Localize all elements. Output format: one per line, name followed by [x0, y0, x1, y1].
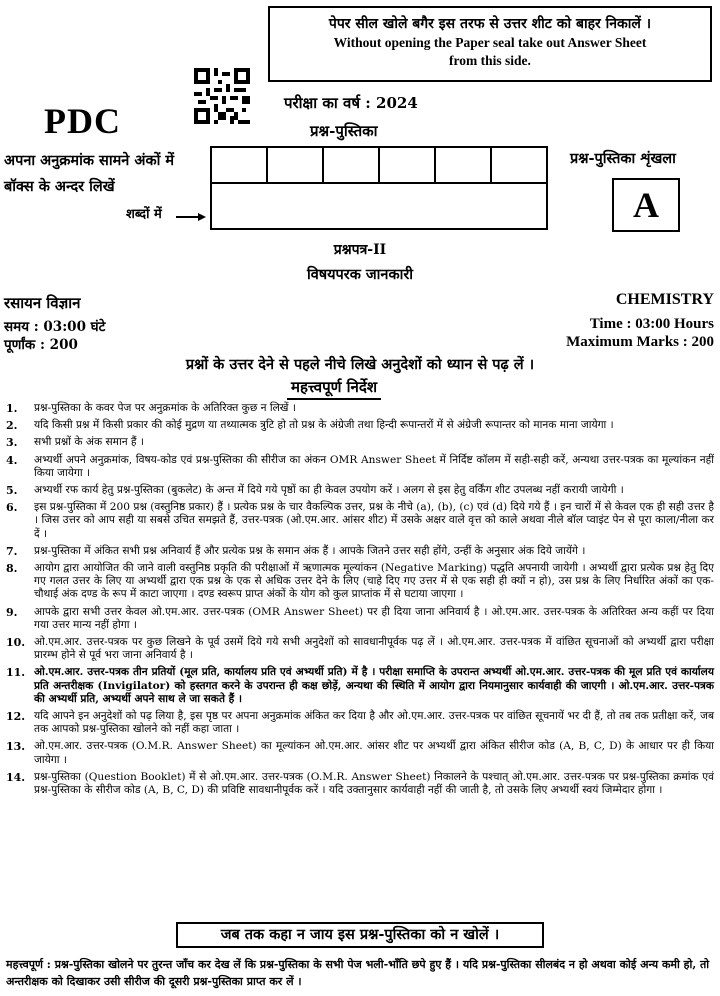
instruction-item: [6, 606, 714, 632]
instruction-number: 10.: [6, 636, 26, 650]
time-hindi: समय : 03:00 घंटे: [4, 319, 106, 335]
instruction-item: [6, 436, 714, 449]
exam-year: परीक्षा का वर्ष : 2024: [284, 94, 418, 112]
instruction-number: 2.: [6, 419, 18, 433]
instructions-heading: महत्त्वपूर्ण निर्देश: [287, 377, 381, 400]
seal-notice-box: [268, 6, 712, 82]
instruction-number: 1.: [6, 402, 18, 415]
instruction-text: इस प्रश्न-पुस्तिका में 200 प्रश्न (वस्तुनिष्ठ प्रकार) हैं । प्रत्येक प्रश्न के चार वैकल्पिक उत्तर, प्रश्न के नीचे (a), (b), (c) एवं (d) दिये गये हैं । इन चारों में से केवल एक ही सही उत्तर है । जिस उत्तर को आप सही या सबसे उचित समझते हैं, उत्तर-पत्रक (ओ.एम.आर. आंसर शीट) में उसके अक्षर वाले वृत्त को काले अथवा नीले बॉल प्वाइंट पेन से पूरा काला/नीला कर दें ।: [34, 501, 714, 540]
instruction-text: ओ.एम.आर. उत्तर-पत्रक पर कुछ लिखने के पूर्व उसमें दिये गये सभी अनुदेशों को सावधानीपूर्वक पढ़ लें । ओ.एम.आर. उत्तर-पत्रक में वांछित सूचनाओं को अभ्यर्थी द्वारा परीक्षा प्रारम्भ होने से पूर्व भरा जाना अनिवार्य है ।: [34, 636, 714, 662]
roll-digit-box[interactable]: [212, 148, 268, 182]
instruction-item: [6, 710, 714, 736]
instruction-text: यदि किसी प्रश्न में किसी प्रकार की कोई मुद्रण या तथ्यात्मक त्रुटि हो तो प्रश्न के अंग्रेजी तथा हिन्दी रूपान्तरों में से अंग्रेजी रूपान्तर को मानक माना जायेगा ।: [34, 419, 614, 432]
qr-code-icon: [194, 68, 250, 124]
instruction-item: [6, 484, 714, 497]
instruction-number: 11.: [6, 666, 26, 680]
seal-notice-hindi: पेपर सील खोले बगैर इस तरफ से उत्तर शीट को बाहर निकालें ।: [328, 16, 652, 32]
do-not-open-warning: जब तक कहा न जाय इस प्रश्न-पुस्तिका को न खोलें ।: [176, 922, 544, 948]
roll-digit-box[interactable]: [380, 148, 436, 182]
roll-label-line-2: बॉक्स के अन्दर लिखें: [4, 178, 115, 195]
instruction-number: 9.: [6, 605, 18, 619]
instruction-item: [6, 402, 714, 415]
instruction-item: [6, 454, 714, 480]
instruction-item: [6, 740, 714, 766]
instruction-number: 6.: [6, 501, 18, 515]
marks-english: Maximum Marks : 200: [566, 334, 714, 350]
instruction-text: आपके द्वारा सभी उत्तर केवल ओ.एम.आर. उत्तर-पत्रक (OMR Answer Sheet) पर ही दिया जाना अनिवार्य है । ओ.एम.आर. उत्तर-पत्रक के अतिरिक्त अन्य कहीं पर दिया गया उत्तर मान्य नहीं होगा ।: [34, 605, 714, 631]
subject-english: CHEMISTRY: [615, 291, 714, 308]
marks-hindi: पूर्णांक : 200: [4, 337, 78, 353]
paper-subject: विषयपरक जानकारी: [306, 266, 414, 283]
instruction-number: 14.: [6, 770, 26, 784]
roll-digit-box[interactable]: [492, 148, 546, 182]
instruction-text: ओ.एम.आर. उत्तर-पत्रक तीन प्रतियों (मूल प्रति, कार्यालय प्रति एवं अभ्यर्थी प्रति) में है । परीक्षा समाप्ति के उपरान्त अभ्यर्थी ओ.एम.आर. उत्तर-पत्रक की मूल प्रति एवं कार्यालय प्रति अन्तरीक्षक (Invigilator) को हस्तगत करने के उपरान्त ही कक्ष छोड़ें, अन्यथा की स्थिति में आयोग द्वारा नियमानुसार कार्यवाही की जाएगी । ओ.एम.आर. उत्तर-पत्रक की अभ्यर्थी प्रति, अभ्यर्थी अपने साथ ले जा सकते हैं ।: [34, 666, 714, 705]
roll-number-words-box[interactable]: [210, 184, 548, 230]
paper-code: PDC: [44, 101, 121, 141]
instruction-item: [6, 666, 714, 706]
seal-notice-english-1: Without opening the Paper seal take out Answer Sheet: [333, 35, 647, 50]
instruction-number: 5.: [6, 484, 18, 498]
instruction-item: [6, 562, 714, 602]
instructions-list: [6, 402, 714, 801]
arrow-right-icon: [176, 212, 206, 222]
instruction-number: 13.: [6, 740, 26, 754]
instruction-item: [6, 501, 714, 541]
instruction-text: अभ्यर्थी रफ कार्य हेतु प्रश्न-पुस्तिका (बुकलेट) के अन्त में दिये गये पृष्ठों का ही केवल उपयोग करें । अलग से इस हेतु वर्किंग शीट उपलब्ध नहीं करायी जायेगी ।: [34, 484, 624, 497]
words-label: शब्दों में: [126, 207, 162, 222]
instruction-text: सभी प्रश्नों के अंक समान हैं ।: [34, 436, 144, 449]
roll-digit-box[interactable]: [436, 148, 492, 182]
instruction-text: अभ्यर्थी अपने अनुक्रमांक, विषय-कोड एवं प्रश्न-पुस्तिका की सीरीज का अंकन OMR Answer Sheet में निर्दिष्ट कॉलम में सही-सही करें, अन्यथा उत्तर-पत्रक का मूल्यांकन नहीं किया जायेगा ।: [34, 453, 714, 479]
instruction-item: [6, 545, 714, 558]
instruction-text: प्रश्न-पुस्तिका (Question Booklet) में से ओ.एम.आर. उत्तर-पत्रक (O.M.R. Answer Sheet) निकालने के पश्चात् ओ.एम.आर. उत्तर-पत्रक पर प्रश्न-पुस्तिका क्रमांक एवं प्रश्न-पुस्तिका के सीरीज कोड (A, B, C, D) की प्रविष्टि सावधानीपूर्वक करें । यदि उक्तानुसार कार्यवाही नहीं की जाती है, तो उसके लिए अभ्यर्थी स्वयं जिम्मेदार होगा ।: [34, 770, 714, 797]
instruction-text: यदि आपने इन अनुदेशों को पढ़ लिया है, इस पृष्ठ पर अपना अनुक्रमांक अंकित कर दिया है और ओ.एम.आर. उत्तर-पत्रक पर वांछित सूचनायें भर दी हैं, तो तब तक प्रतीक्षा करें, जब तक आपको प्रश्न-पुस्तिका खोलने को नहीं कहा जाता ।: [34, 710, 714, 736]
paper-number: प्रश्नपत्र-II: [333, 242, 387, 258]
instruction-text: प्रश्न-पुस्तिका में अंकित सभी प्रश्न अनिवार्य हैं और प्रत्येक प्रश्न के समान अंक हैं । आपके जितने उत्तर सही होंगे, उन्हीं के अनुसार अंक दिये जायेंगे ।: [34, 544, 586, 557]
instruction-number: 7.: [6, 544, 18, 558]
instruction-number: 12.: [6, 710, 26, 724]
roll-digit-box[interactable]: [324, 148, 380, 182]
time-english: Time : 03:00 Hours: [589, 316, 714, 332]
subject-hindi: रसायन विज्ञान: [4, 294, 81, 312]
instruction-text: प्रश्न-पुस्तिका के कवर पेज पर अनुक्रमांक के अतिरिक्त कुछ न लिखें ।: [34, 402, 296, 414]
roll-number-digit-boxes[interactable]: [210, 146, 548, 184]
seal-notice-english-2: from this side.: [449, 53, 531, 68]
series-value-box: A: [612, 178, 680, 232]
instruction-item: [6, 419, 714, 432]
read-instructions-note: प्रश्नों के उत्तर देने से पहले नीचे लिखे अनुदेशों को ध्यान से पढ़ लें ।: [185, 356, 535, 373]
instruction-text: ओ.एम.आर. उत्तर-पत्रक (O.M.R. Answer Sheet) का मूल्यांकन ओ.एम.आर. आंसर शीट पर अभ्यर्थी द्वारा अंकित सीरीज कोड (A, B, C, D) के आधार पर ही किया जायेगा ।: [34, 740, 714, 766]
booklet-label: प्रश्न-पुस्तिका: [310, 122, 378, 140]
instruction-number: 4.: [6, 453, 18, 467]
roll-number-instruction: [4, 148, 174, 200]
instruction-number: 3.: [6, 436, 18, 450]
instruction-number: 8.: [6, 562, 18, 576]
roll-digit-box[interactable]: [268, 148, 324, 182]
instruction-text: आयोग द्वारा आयोजित की जाने वाली वस्तुनिष्ठ प्रकृति की परीक्षाओं में ऋणात्मक मूल्यांकन (Negative Marking) पद्धति अपनायी जायेगी । अभ्यर्थी द्वारा प्रत्येक प्रश्न हेतु दिए गए गलत उत्तर के लिए या अभ्यर्थी द्वारा एक प्रश्न के एक से अधिक उत्तर देने के लिए (चाहे दिए गए उत्तर में से एक सही ही क्यों न हो), उस प्रश्न के लिए निर्धारित अंकों का एक-चौथाई अंक दण्ड के रूप में काटा जाएगा । दण्ड स्वरूप प्राप्त अंकों के योग को कुल प्राप्तांक में से घटाया जाएगा ।: [34, 562, 714, 601]
instruction-item: [6, 771, 714, 797]
instruction-item: [6, 636, 714, 662]
footer-important-note: महत्त्वपूर्ण : प्रश्न-पुस्तिका खोलने पर तुरन्त जाँच कर देख लें कि प्रश्न-पुस्तिका के सभी पेज भली-भाँति छपे हुए हैं । यदि प्रश्न-पुस्तिका सीलबंद न हो अथवा कोई अन्य कमी हो, तो अन्तरीक्षक को दिखाकर उसी सीरीज की दूसरी प्रश्न-पुस्तिका प्राप्त कर लें ।: [6, 958, 710, 988]
roll-label-line-1: अपना अनुक्रमांक सामने अंकों में: [4, 152, 175, 169]
series-label: प्रश्न-पुस्तिका शृंखला: [570, 150, 676, 167]
